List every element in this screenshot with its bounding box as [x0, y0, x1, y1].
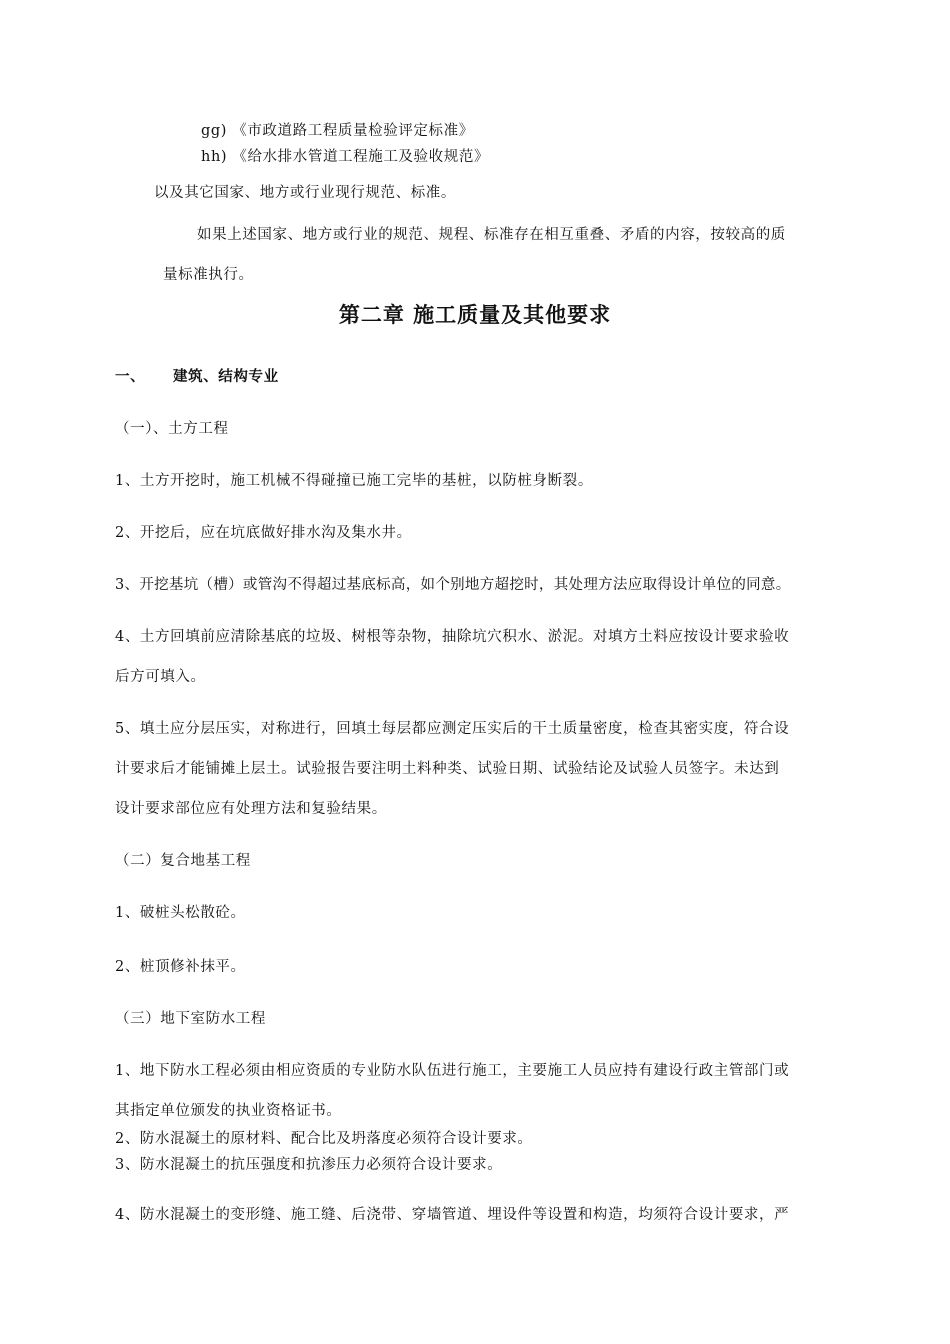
list-item: 3、防水混凝土的抗压强度和抗渗压力必须符合设计要求。: [115, 1157, 503, 1173]
list-item-continuation: 设计要求部位应有处理方法和复验结果。: [115, 801, 387, 817]
intro-paragraph-line: 如果上述国家、地方或行业的规范、规程、标准存在相互重叠、矛盾的内容，按较高的质: [197, 227, 786, 243]
section-title: 建筑、结构专业: [173, 369, 279, 385]
list-item: 1、地下防水工程必须由相应资质的专业防水队伍进行施工，主要施工人员应持有建设行政主管部门或: [115, 1063, 790, 1079]
subsection-title: （三）地下室防水工程: [115, 1011, 266, 1027]
list-item: 2、开挖后，应在坑底做好排水沟及集水井。: [115, 525, 412, 541]
intro-paragraph-line: 以及其它国家、地方或行业现行规范、标准。: [154, 185, 456, 201]
list-item: 1、土方开挖时，施工机械不得碰撞已施工完毕的基桩，以防桩身断裂。: [115, 473, 593, 489]
list-item-continuation: 后方可填入。: [115, 669, 206, 685]
list-item: 3、开挖基坑（槽）或管沟不得超过基底标高，如个别地方超挖时，其处理方法应取得设计单位的同意。: [115, 577, 791, 593]
intro-paragraph-line: 量标准执行。: [163, 267, 254, 283]
subsection-title: （二）复合地基工程: [115, 853, 251, 869]
list-item: 2、桩顶修补抹平。: [115, 959, 246, 975]
list-item: 4、防水混凝土的变形缝、施工缝、后浇带、穿墙管道、埋设件等设置和构造，均须符合设计要求，严: [115, 1207, 790, 1223]
list-item-continuation: 其指定单位颁发的执业资格证书。: [115, 1103, 342, 1119]
section-heading: [115, 367, 279, 387]
section-number: 一、: [115, 369, 146, 385]
reference-item-gg: gg) 《市政道路工程质量检验评定标准》: [201, 123, 474, 139]
reference-item-hh: hh) 《给水排水管道工程施工及验收规范》: [201, 149, 490, 165]
subsection-title: （一）、土方工程: [115, 421, 229, 437]
list-item-continuation: 计要求后才能铺摊上层土。试验报告要注明土料种类、试验日期、试验结论及试验人员签字。未达到: [115, 761, 780, 777]
list-item: 2、防水混凝土的原材料、配合比及坍落度必须符合设计要求。: [115, 1131, 533, 1147]
chapter-title: 第二章 施工质量及其他要求: [338, 302, 612, 327]
list-item: 1、破桩头松散砼。: [115, 905, 246, 921]
list-item: 4、土方回填前应清除基底的垃圾、树根等杂物，抽除坑穴积水、淤泥。对填方土料应按设计要求验收: [115, 629, 790, 645]
list-item: 5、填土应分层压实，对称进行，回填土每层都应测定压实后的干土质量密度，检查其密实度，符合设: [115, 721, 790, 737]
